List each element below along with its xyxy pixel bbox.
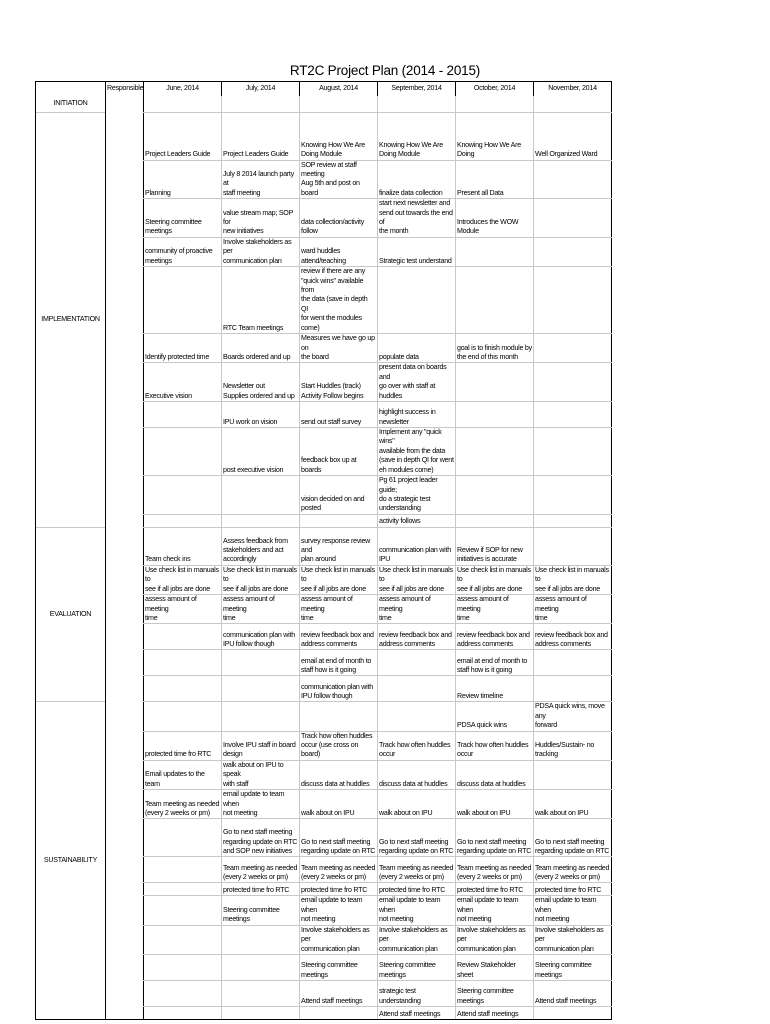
plan-cell <box>144 96 222 112</box>
table-row <box>36 857 612 883</box>
plan-cell <box>144 514 222 527</box>
table-row <box>36 760 612 789</box>
plan-cell: Attend staff meetings <box>300 980 378 1006</box>
plan-cell: Project Leaders Guide <box>144 112 222 160</box>
month-header: June, 2014 <box>144 82 222 97</box>
plan-cell: Attend staff meetings <box>378 1006 456 1019</box>
plan-cell: assess amount of meeting time <box>144 595 222 624</box>
phase-header-cell <box>36 82 106 97</box>
plan-cell: Involve stakeholders as per communication plan <box>456 925 534 954</box>
plan-cell <box>534 676 612 702</box>
plan-cell <box>534 514 612 527</box>
plan-cell: Attend staff meetings <box>456 1006 534 1019</box>
plan-cell: walk about on IPU <box>378 790 456 819</box>
plan-cell: Use check list in manuals to see if all jobs are done <box>300 565 378 594</box>
plan-cell: review if there are any "quick wins" available from the data (save in depth QI for went the modules come) <box>300 267 378 334</box>
table-row <box>36 925 612 954</box>
plan-cell: Team meeting as needed (every 2 weeks or pm) <box>300 857 378 883</box>
plan-cell: vision decided on and posted <box>300 476 378 515</box>
plan-cell: Steering committee meetings <box>378 954 456 980</box>
plan-cell <box>144 896 222 925</box>
plan-cell: walk about on IPU to speak with staff <box>222 760 300 789</box>
plan-cell: Team meeting as needed (every 2 weeks or pm) <box>456 857 534 883</box>
plan-cell: protected time fro RTC <box>456 883 534 896</box>
plan-cell: populate data <box>378 334 456 363</box>
phase-label: INITIATION <box>36 96 106 112</box>
responsible-cell <box>106 199 144 238</box>
plan-cell <box>144 650 222 676</box>
phase-label: SUSTAINABILITY <box>36 702 106 1020</box>
responsible-cell <box>106 676 144 702</box>
page-title: RT2C Project Plan (2014 - 2015) <box>289 63 481 78</box>
plan-cell: Knowing How We Are Doing <box>456 112 534 160</box>
plan-cell <box>222 702 300 731</box>
plan-cell <box>144 476 222 515</box>
plan-cell: Present all Data <box>456 160 534 199</box>
plan-cell: walk about on IPU <box>534 790 612 819</box>
plan-cell <box>222 980 300 1006</box>
plan-cell: assess amount of meeting time <box>300 595 378 624</box>
plan-cell: communication plan with IPU follow though <box>222 624 300 650</box>
plan-cell: July 8 2014 launch party at staff meeting <box>222 160 300 199</box>
responsible-cell <box>106 112 144 160</box>
table-row <box>36 565 612 594</box>
plan-cell: email update to team when not meeting <box>534 896 612 925</box>
plan-cell <box>144 702 222 731</box>
plan-cell: Steering committee meetings <box>300 954 378 980</box>
responsible-cell <box>106 954 144 980</box>
responsible-cell <box>106 857 144 883</box>
table-row <box>36 527 612 565</box>
plan-cell: survey response review and plan around <box>300 527 378 565</box>
plan-cell <box>534 267 612 334</box>
responsible-cell <box>106 790 144 819</box>
plan-cell <box>144 819 222 857</box>
plan-cell <box>222 954 300 980</box>
responsible-cell <box>106 980 144 1006</box>
plan-cell <box>534 476 612 515</box>
month-header: October, 2014 <box>456 82 534 97</box>
responsible-cell <box>106 334 144 363</box>
plan-cell: Use check list in manuals to see if all jobs are done <box>222 565 300 594</box>
plan-cell <box>300 96 378 112</box>
responsible-cell <box>106 96 144 112</box>
plan-cell <box>456 363 534 402</box>
plan-cell: discuss data at huddles <box>456 760 534 789</box>
plan-cell <box>144 267 222 334</box>
plan-cell <box>534 1006 612 1019</box>
plan-cell: present data on boards and go over with staff at huddles <box>378 363 456 402</box>
plan-cell: assess amount of meeting time <box>534 595 612 624</box>
plan-cell: Pg 61 project leader guide; do a strategic test understanding <box>378 476 456 515</box>
plan-cell: email update to team when not meeting <box>378 896 456 925</box>
plan-cell: finalize data collection <box>378 160 456 199</box>
responsible-cell <box>106 363 144 402</box>
plan-cell: Use check list in manuals to see if all jobs are done <box>378 565 456 594</box>
table-row <box>36 160 612 199</box>
plan-cell: highlight success in newsletter <box>378 402 456 428</box>
plan-cell: Newsletter out Supplies ordered and up <box>222 363 300 402</box>
table-row <box>36 334 612 363</box>
plan-cell <box>456 428 534 476</box>
plan-cell: Go to next staff meeting regarding update on RTC <box>300 819 378 857</box>
phase-label: EVALUATION <box>36 527 106 702</box>
plan-cell <box>456 402 534 428</box>
table-row <box>36 790 612 819</box>
responsible-cell <box>106 476 144 515</box>
plan-cell <box>144 954 222 980</box>
plan-cell: Huddles/Sustain- no tracking <box>534 731 612 760</box>
month-header: July, 2014 <box>222 82 300 97</box>
plan-cell: Involve stakeholders as per communication plan <box>222 237 300 266</box>
plan-cell: communication plan with IPU follow though <box>300 676 378 702</box>
plan-cell <box>222 1006 300 1019</box>
plan-cell: Assess feedback from stakeholders and act accordingly <box>222 527 300 565</box>
plan-cell: value stream map; SOP for new initiatives <box>222 199 300 238</box>
table-row <box>36 112 612 160</box>
responsible-cell <box>106 514 144 527</box>
plan-cell: activity follows <box>378 514 456 527</box>
plan-cell: Steering committee meetings <box>456 980 534 1006</box>
plan-cell <box>144 883 222 896</box>
plan-cell <box>534 199 612 238</box>
plan-cell <box>456 476 534 515</box>
plan-cell: Knowing How We Are Doing Module <box>300 112 378 160</box>
plan-cell: PDSA quick wins, move any forward <box>534 702 612 731</box>
plan-cell <box>144 428 222 476</box>
plan-cell <box>534 334 612 363</box>
table-row <box>36 363 612 402</box>
plan-cell: Start Huddles (track) Activity Follow begins <box>300 363 378 402</box>
plan-cell: Use check list in manuals to see if all jobs are done <box>534 565 612 594</box>
plan-cell: Implement any "quick wins" available from the data (save in depth QI for went eh modules come) <box>379 428 454 474</box>
plan-cell: IPU work on vision <box>222 402 300 428</box>
table-row <box>36 199 612 238</box>
plan-cell: communication plan with IPU <box>378 527 456 565</box>
plan-cell: email at end of month to staff how is it going <box>300 650 378 676</box>
plan-cell: strategic test understanding <box>378 980 456 1006</box>
plan-cell: Planning <box>144 160 222 199</box>
responsible-header: Responsible <box>106 82 144 97</box>
responsible-cell <box>106 883 144 896</box>
plan-cell <box>144 857 222 883</box>
table-row <box>36 595 612 624</box>
plan-cell: Go to next staff meeting regarding update on RTC <box>534 819 612 857</box>
plan-cell <box>144 402 222 428</box>
plan-cell: Go to next staff meeting regarding update on RTC <box>456 819 534 857</box>
plan-cell: Involve stakeholders as per communication plan <box>378 925 456 954</box>
plan-cell <box>534 760 612 789</box>
plan-cell <box>456 267 534 334</box>
table-row <box>36 402 612 428</box>
table-row <box>36 650 612 676</box>
header-row <box>36 82 612 97</box>
responsible-cell <box>106 527 144 565</box>
plan-cell <box>456 96 534 112</box>
plan-cell <box>144 1006 222 1019</box>
plan-cell: assess amount of meeting time <box>222 595 300 624</box>
plan-cell: Attend staff meetings <box>534 980 612 1006</box>
plan-cell: Introduces the WOW Module <box>456 199 534 238</box>
responsible-cell <box>106 650 144 676</box>
plan-cell: Executive vision <box>144 363 222 402</box>
table-row <box>36 624 612 650</box>
plan-cell: email update to team when not meeting <box>300 896 378 925</box>
table-row <box>36 96 612 112</box>
plan-cell: Use check list in manuals to see if all jobs are done <box>144 565 222 594</box>
responsible-cell <box>106 731 144 760</box>
responsible-cell <box>106 160 144 199</box>
plan-cell <box>534 527 612 565</box>
plan-cell: walk about on IPU <box>456 790 534 819</box>
table-row <box>36 883 612 896</box>
plan-cell <box>144 980 222 1006</box>
plan-cell: Knowing How We Are Doing Module <box>378 112 456 160</box>
plan-cell: goal is to finish module by the end of this month <box>456 334 534 363</box>
month-header: August, 2014 <box>300 82 378 97</box>
plan-cell <box>144 676 222 702</box>
plan-cell: Review Stakeholder sheet <box>456 954 534 980</box>
plan-cell: Team meeting as needed (every 2 weeks or pm) <box>144 790 222 819</box>
plan-cell: Track how often huddles occur <box>456 731 534 760</box>
plan-cell: post executive vision <box>222 428 300 476</box>
table-row <box>36 980 612 1006</box>
plan-cell: review feedback box and address comments <box>456 624 534 650</box>
plan-cell <box>378 96 456 112</box>
phase-label: IMPLEMENTATION <box>36 112 106 527</box>
plan-cell: Email updates to the team <box>144 760 222 789</box>
plan-cell: Use check list in manuals to see if all jobs are done <box>456 565 534 594</box>
plan-cell: Steering committee meetings <box>222 896 300 925</box>
plan-cell <box>222 925 300 954</box>
plan-cell <box>222 476 300 515</box>
plan-cell: send out staff survey <box>300 402 378 428</box>
table-row <box>36 702 612 731</box>
plan-cell <box>534 237 612 266</box>
plan-cell <box>534 428 612 476</box>
plan-cell: feedback box up at boards <box>300 428 378 476</box>
plan-cell: email update to team when not meeting <box>456 896 534 925</box>
plan-cell <box>378 702 456 731</box>
table-row <box>36 476 612 515</box>
plan-cell: SOP review at staff meeting Aug 5th and post on board <box>300 160 378 199</box>
plan-cell: data collection/activity follow <box>300 199 378 238</box>
plan-cell: Team meeting as needed (every 2 weeks or pm) <box>534 857 612 883</box>
plan-cell: Team meeting as needed (every 2 weeks or pm) <box>378 857 456 883</box>
table-row <box>36 1006 612 1019</box>
plan-cell: protected time fro RTC <box>378 883 456 896</box>
plan-cell: Involve IPU staff in board design <box>222 731 300 760</box>
plan-cell: community of proactive meetings <box>144 237 222 266</box>
plan-cell: protected time fro RTC <box>144 731 222 760</box>
plan-cell <box>534 402 612 428</box>
plan-cell: Team meeting as needed (every 2 weeks or pm) <box>222 857 300 883</box>
plan-cell: Review if SOP for new initiatives is accurate <box>456 527 534 565</box>
project-plan-table <box>35 81 612 1020</box>
plan-cell <box>222 96 300 112</box>
plan-cell: Strategic test understand <box>378 237 456 266</box>
plan-cell: discuss data at huddles <box>378 760 456 789</box>
table-row <box>36 237 612 266</box>
plan-cell: Boards ordered and up <box>222 334 300 363</box>
plan-cell <box>300 514 378 527</box>
plan-cell <box>534 96 612 112</box>
plan-cell <box>534 363 612 402</box>
plan-cell: Project Leaders Guide <box>222 112 300 160</box>
plan-cell <box>534 160 612 199</box>
plan-cell <box>456 237 534 266</box>
month-header: November, 2014 <box>534 82 612 97</box>
responsible-cell <box>106 595 144 624</box>
plan-cell: Go to next staff meeting regarding update on RTC and SOP new initiatives <box>222 819 300 857</box>
responsible-cell <box>106 402 144 428</box>
plan-cell <box>378 650 456 676</box>
plan-cell: protected time fro RTC <box>222 883 300 896</box>
table-row <box>36 514 612 527</box>
plan-cell: Review timeline <box>456 676 534 702</box>
plan-cell: assess amount of meeting time <box>378 595 456 624</box>
table-row <box>36 428 612 476</box>
responsible-cell <box>106 237 144 266</box>
plan-cell: review feedback box and address comments <box>534 624 612 650</box>
plan-cell: email update to team when not meeting <box>222 790 300 819</box>
plan-cell: start next newsletter and send out towards the end of the month <box>378 199 456 238</box>
table-row <box>36 267 612 334</box>
plan-cell: Steering committee meetings <box>144 199 222 238</box>
table-row <box>36 896 612 925</box>
plan-cell: assess amount of meeting time <box>456 595 534 624</box>
plan-cell <box>144 624 222 650</box>
plan-cell: review feedback box and address comments <box>378 624 456 650</box>
plan-cell: discuss data at huddles <box>300 760 378 789</box>
responsible-cell <box>106 760 144 789</box>
plan-cell: Steering committee meetings <box>534 954 612 980</box>
responsible-cell <box>106 896 144 925</box>
plan-cell <box>534 650 612 676</box>
responsible-cell <box>106 1006 144 1019</box>
plan-cell: protected time fro RTC <box>300 883 378 896</box>
plan-cell: Identify protected time <box>144 334 222 363</box>
plan-cell: Measures we have go up on the board <box>300 334 378 363</box>
plan-cell <box>222 676 300 702</box>
plan-cell: protected time fro RTC <box>534 883 612 896</box>
table-row <box>36 819 612 857</box>
responsible-cell <box>106 819 144 857</box>
plan-cell: walk about on IPU <box>300 790 378 819</box>
plan-cell <box>300 1006 378 1019</box>
plan-cell <box>300 702 378 731</box>
plan-cell <box>378 267 456 334</box>
month-header: September, 2014 <box>378 82 456 97</box>
responsible-cell <box>106 267 144 334</box>
responsible-cell <box>106 428 144 476</box>
responsible-cell <box>106 624 144 650</box>
responsible-cell <box>106 702 144 731</box>
plan-cell: Involve stakeholders as per communication plan <box>534 925 612 954</box>
plan-cell <box>378 676 456 702</box>
responsible-cell <box>106 565 144 594</box>
table-row <box>36 676 612 702</box>
plan-cell: RTC Team meetings <box>222 267 300 334</box>
plan-cell: Go to next staff meeting regarding update on RTC <box>378 819 456 857</box>
plan-cell: Track how often huddles occur <box>378 731 456 760</box>
plan-cell: review feedback box and address comments <box>300 624 378 650</box>
table-row <box>36 731 612 760</box>
responsible-cell <box>106 925 144 954</box>
plan-cell: Team check ins <box>144 527 222 565</box>
plan-cell <box>144 925 222 954</box>
plan-cell: Well Organized Ward <box>534 112 612 160</box>
plan-cell: email at end of month to staff how is it going <box>456 650 534 676</box>
plan-cell <box>222 650 300 676</box>
plan-cell: Involve stakeholders as per communication plan <box>300 925 378 954</box>
plan-cell: ward huddles attend/teaching <box>300 237 378 266</box>
table-row <box>36 954 612 980</box>
plan-cell: PDSA quick wins <box>456 702 534 731</box>
plan-cell <box>222 514 300 527</box>
plan-cell <box>456 514 534 527</box>
plan-cell: Track how often huddles occur (use cross on board) <box>300 731 378 760</box>
